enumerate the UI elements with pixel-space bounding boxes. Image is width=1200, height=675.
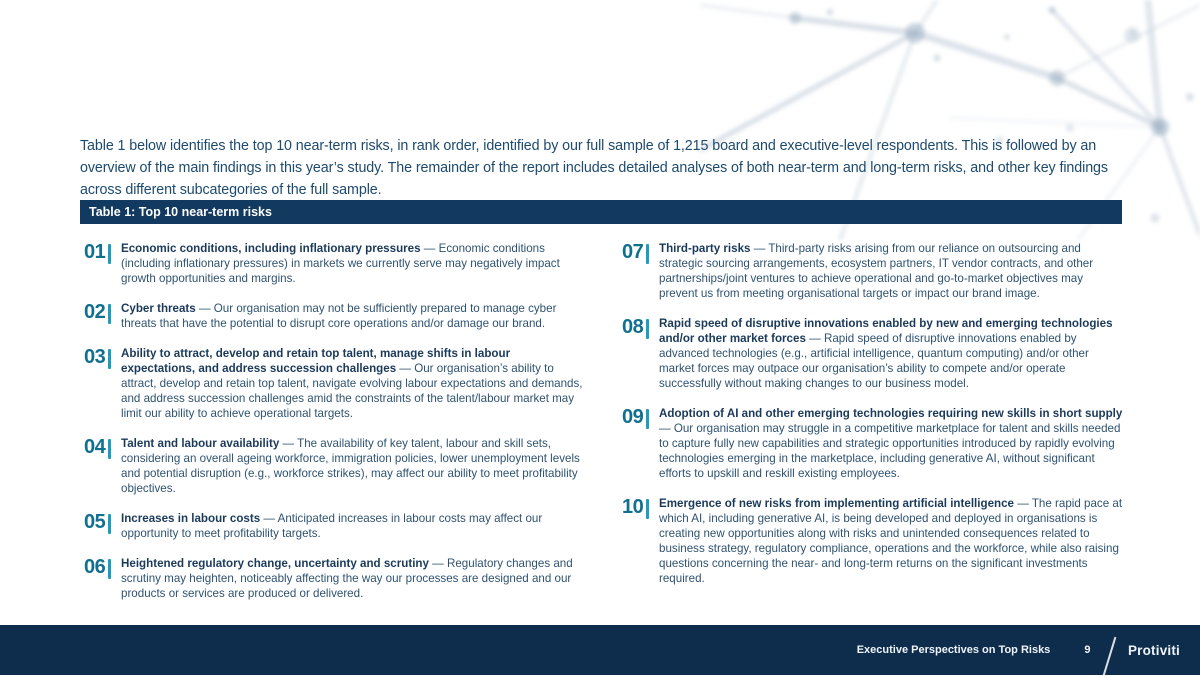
risk-rank-number: 04 xyxy=(84,436,106,458)
risk-item-02 xyxy=(84,301,586,331)
risk-rank-block xyxy=(84,346,121,421)
risk-item-01 xyxy=(84,241,586,286)
risk-text xyxy=(121,556,586,601)
rank-divider-bar xyxy=(646,244,649,264)
rank-divider-bar xyxy=(108,559,111,579)
risk-item-04 xyxy=(84,436,586,496)
footer-report-title: Executive Perspectives on Top Risks xyxy=(856,644,1051,656)
footer-bar xyxy=(0,625,1200,675)
rank-divider-bar xyxy=(108,514,111,534)
risk-title: Economic conditions, including inflationary pressures xyxy=(121,242,421,255)
risk-table xyxy=(84,241,1124,616)
risk-rank-block xyxy=(622,406,659,481)
risk-item-03 xyxy=(84,346,586,421)
risk-rank-number: 09 xyxy=(622,406,644,428)
risk-description: — The availability of key talent, labour and skill sets, considering an overall ageing workforce, immigration policies, lower unemployment levels and potential disruption (e.g., workforce strikes), may affect our ability to meet profitability objectives. xyxy=(121,437,580,495)
risk-rank-number: 03 xyxy=(84,346,106,368)
risk-description: — Rapid speed of disruptive innovations enabled by advanced technologies (e.g., artificial intelligence, quantum computing) and/or other market forces may outpace our organisation’s ability to compete and/or operate successfully without making changes to our business model. xyxy=(659,332,1089,390)
risk-text xyxy=(659,316,1124,391)
risk-rank-block xyxy=(622,241,659,301)
risk-item-08 xyxy=(622,316,1124,391)
risk-rank-block xyxy=(622,496,659,586)
risk-item-05 xyxy=(84,511,586,541)
risk-column-right xyxy=(622,241,1124,616)
table-title: Table 1: Top 10 near-term risks xyxy=(89,205,272,219)
risk-title: Ability to attract, develop and retain top talent, manage shifts in labour expectations, and address succession challenges xyxy=(121,347,511,375)
risk-rank-number: 07 xyxy=(622,241,644,263)
risk-description: — Economic conditions (including inflationary pressures) in markets we currently serve may negatively impact growth opportunities and margins. xyxy=(121,242,560,285)
risk-text xyxy=(659,406,1124,481)
rank-divider-bar xyxy=(108,304,111,324)
risk-text xyxy=(121,241,586,286)
risk-title: Cyber threats xyxy=(121,302,196,315)
risk-item-07 xyxy=(622,241,1124,301)
footer-slash-divider xyxy=(1102,637,1116,675)
risk-text xyxy=(121,346,586,421)
risk-rank-number: 06 xyxy=(84,556,106,578)
risk-item-09 xyxy=(622,406,1124,481)
rank-divider-bar xyxy=(646,409,649,429)
risk-text xyxy=(121,436,586,496)
risk-rank-number: 01 xyxy=(84,241,106,263)
risk-rank-block xyxy=(84,511,121,541)
risk-description: — Third-party risks arising from our reliance on outsourcing and strategic sourcing arrangements, ecosystem partners, IT vendor contracts, and other partnerships/joint ventures to achieve operational and go-to-market objectives may prevent us from meeting organisational targets or impact our brand image. xyxy=(659,242,1094,300)
intro-paragraph: Table 1 below identifies the top 10 near-term risks, in rank order, identified by our full sample of 1,215 board and executive-level respondents. This is followed by an overview of the main findings in this year’s study. The remainder of the report includes detailed analyses of both near-term and long-term risks, and other key findings across different subcategories of the full sample. xyxy=(80,138,1108,198)
risk-rank-block xyxy=(84,301,121,331)
risk-title: Emergence of new risks from implementing artificial intelligence xyxy=(659,497,1014,510)
rank-divider-bar xyxy=(646,319,649,339)
risk-rank-block xyxy=(84,241,121,286)
footer-brand-logo: Protiviti xyxy=(1127,642,1180,658)
risk-item-06 xyxy=(84,556,586,601)
risk-description: — Our organisation may not be sufficiently prepared to manage cyber threats that have the potential to disrupt core operations and/or damage our brand. xyxy=(121,302,557,330)
risk-title: Adoption of AI and other emerging technologies requiring new skills in short supply xyxy=(659,407,1123,420)
rank-divider-bar xyxy=(108,244,111,264)
risk-description: — The rapid pace at which AI, including generative AI, is being developed and deployed in organisations is creating new opportunities along with risks and unintended consequences related to business strategy, regulatory compliance, operations and the workforce, while also raising questions concerning the near- and long-term returns on the significant investments required. xyxy=(659,497,1123,585)
risk-title: Talent and labour availability xyxy=(121,437,280,450)
risk-title: Increases in labour costs xyxy=(121,512,261,525)
risk-rank-number: 02 xyxy=(84,301,106,323)
risk-rank-number: 05 xyxy=(84,511,106,533)
risk-text xyxy=(121,511,586,541)
risk-rank-block xyxy=(622,316,659,391)
rank-divider-bar xyxy=(646,499,649,519)
footer-page-number: 9 xyxy=(1084,644,1091,656)
risk-description: — Our organisation may struggle in a competitive marketplace for talent and skills needed to capture fully new capabilities and strategic opportunities introduced by rapidly evolving technologies emerging in the marketplace, including generative AI, without significant efforts to upskill and reskill existing employees. xyxy=(659,422,1121,480)
rank-divider-bar xyxy=(108,439,111,459)
risk-rank-block xyxy=(84,436,121,496)
risk-text xyxy=(659,241,1124,301)
rank-divider-bar xyxy=(108,349,111,369)
risk-description: — Our organisation’s ability to attract, develop and retain top talent, navigate evolving labour expectations and demands, and address succession challenges amid the constraints of the talent/labour market may limit our ability to achieve operational targets. xyxy=(121,362,583,420)
risk-column-left xyxy=(84,241,586,616)
risk-rank-number: 10 xyxy=(622,496,644,518)
risk-title: Rapid speed of disruptive innovations enabled by new and emerging technologies and/or other market forces xyxy=(659,317,1113,345)
risk-description: — Anticipated increases in labour costs may affect our opportunity to meet profitability targets. xyxy=(121,512,543,540)
risk-description: — Regulatory changes and scrutiny may heighten, noticeably affecting the way our processes are designed and our products or services are produced or delivered. xyxy=(121,557,573,600)
risk-rank-number: 08 xyxy=(622,316,644,338)
risk-text xyxy=(659,496,1124,586)
table-title-bar xyxy=(80,200,1122,224)
risk-rank-block xyxy=(84,556,121,601)
risk-text xyxy=(121,301,586,331)
risk-title: Heightened regulatory change, uncertainty and scrutiny xyxy=(121,557,429,570)
risk-item-10 xyxy=(622,496,1124,586)
risk-title: Third-party risks xyxy=(659,242,751,255)
